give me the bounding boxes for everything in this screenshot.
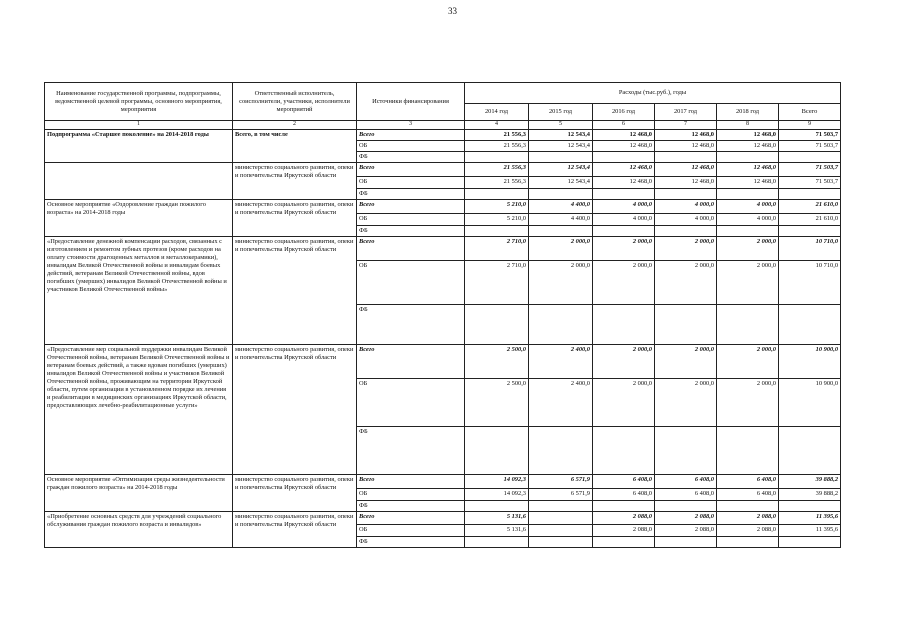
value-cell: 6 571,9 <box>529 488 593 500</box>
source-ob: ОБ <box>357 213 465 225</box>
source-total: Всего <box>357 474 465 488</box>
source-total: Всего <box>357 236 465 260</box>
value-cell: 12 468,0 <box>717 129 779 140</box>
value-cell: 2 000,0 <box>655 344 717 378</box>
value-cell: 2 000,0 <box>593 260 655 304</box>
value-cell: 6 408,0 <box>655 488 717 500</box>
value-cell: 14 092,3 <box>465 474 529 488</box>
value-cell: 2 710,0 <box>465 236 529 260</box>
value-cell: 6 408,0 <box>655 474 717 488</box>
source-total: Всего <box>357 511 465 524</box>
executor-ministry: министерство социального развития, опеки и попечительства Иркутской области <box>233 511 357 547</box>
source-total: Всего <box>357 344 465 378</box>
source-fb: ФБ <box>357 536 465 547</box>
value-cell: 11 395,6 <box>779 511 841 524</box>
value-cell: 6 571,9 <box>529 474 593 488</box>
value-cell: 12 468,0 <box>593 140 655 151</box>
value-cell: 39 888,2 <box>779 488 841 500</box>
value-cell: 4 000,0 <box>717 213 779 225</box>
value-cell: 4 400,0 <box>529 213 593 225</box>
value-cell: 21 556,3 <box>465 176 529 188</box>
header-year: 2017 год <box>655 104 717 121</box>
value-cell: 12 468,0 <box>655 140 717 151</box>
value-cell: 10 710,0 <box>779 236 841 260</box>
value-cell: 71 503,7 <box>779 176 841 188</box>
value-cell: 2 710,0 <box>465 260 529 304</box>
activity-name: «Приобретение основных средств для учреждений социального обслуживания граждан пожилого возраста и инвалидов» <box>45 511 233 547</box>
subprogram-name: Подпрограмма «Старшее поколение» на 2014-2018 годы <box>45 129 233 162</box>
executor-total-label: Всего, в том числе <box>233 129 357 162</box>
column-index: 7 <box>655 121 717 130</box>
value-cell: 2 000,0 <box>593 378 655 426</box>
value-cell: 2 400,0 <box>529 378 593 426</box>
source-fb: ФБ <box>357 188 465 199</box>
value-cell: 2 088,0 <box>655 511 717 524</box>
table-row <box>45 129 841 140</box>
column-index: 9 <box>779 121 841 130</box>
value-cell: 2 000,0 <box>529 236 593 260</box>
value-cell: 2 000,0 <box>655 236 717 260</box>
column-index: 2 <box>233 121 357 130</box>
value-cell: 10 710,0 <box>779 260 841 304</box>
value-cell: 2 088,0 <box>655 524 717 536</box>
value-cell: 2 000,0 <box>717 344 779 378</box>
executor-ministry: министерство социального развития, опеки и попечительства Иркутской области <box>233 236 357 344</box>
value-cell: 12 468,0 <box>593 176 655 188</box>
value-cell: 12 468,0 <box>593 162 655 176</box>
value-cell: 2 000,0 <box>717 260 779 304</box>
activity-name: «Предоставление денежной компенсации расходов, связанных с изготовлением и ремонтом зубных протезов (кроме расходов на оплату стоимости драгоценных металлов и металлокерамики), инвалидам Великой Отечественной войны и инвалидам боевых действий, ветеранам Великой Отечественной войны, вдов погибших (умерших) инвалидов Великой Отечественной войны и участников Великой Отечественной войны» <box>45 236 233 344</box>
value-cell: 71 503,7 <box>779 129 841 140</box>
value-cell: 12 468,0 <box>655 162 717 176</box>
value-cell: 2 500,0 <box>465 378 529 426</box>
value-cell: 6 408,0 <box>717 474 779 488</box>
executor-ministry: министерство социального развития, опеки и попечительства Иркутской области <box>233 199 357 236</box>
table-row <box>45 162 841 176</box>
executor-ministry: министерство социального развития, опеки и попечительства Иркутской области <box>233 344 357 474</box>
column-index: 1 <box>45 121 233 130</box>
table-row <box>45 236 841 260</box>
header-year: 2016 год <box>593 104 655 121</box>
value-cell: 21 556,3 <box>465 162 529 176</box>
value-cell: 21 610,0 <box>779 213 841 225</box>
table-row <box>45 199 841 213</box>
value-cell: 2 400,0 <box>529 344 593 378</box>
source-ob: ОБ <box>357 378 465 426</box>
value-cell: 6 408,0 <box>593 488 655 500</box>
value-cell: 2 088,0 <box>717 511 779 524</box>
table-row <box>45 511 841 524</box>
value-cell: 12 543,4 <box>529 162 593 176</box>
column-index: 5 <box>529 121 593 130</box>
value-cell: 4 000,0 <box>593 213 655 225</box>
source-ob: ОБ <box>357 176 465 188</box>
value-cell: 12 468,0 <box>717 176 779 188</box>
value-cell: 2 000,0 <box>593 236 655 260</box>
value-cell: 12 543,4 <box>529 140 593 151</box>
table-row <box>45 474 841 488</box>
value-cell: 2 000,0 <box>655 260 717 304</box>
value-cell: 2 088,0 <box>593 511 655 524</box>
header-program-name: Наименование государственной программы, подпрограммы, ведомственной целевой программы, основного мероприятия, мероприятия <box>45 83 233 121</box>
value-cell: 5 210,0 <box>465 213 529 225</box>
column-index: 4 <box>465 121 529 130</box>
value-cell: 12 543,4 <box>529 176 593 188</box>
value-cell: 2 088,0 <box>717 524 779 536</box>
activity-name: Основное мероприятие «Оздоровление граждан пожилого возраста» на 2014-2018 годы <box>45 199 233 236</box>
value-cell: 71 503,7 <box>779 162 841 176</box>
header-year: 2014 год <box>465 104 529 121</box>
value-cell: 4 000,0 <box>717 199 779 213</box>
page-number: 33 <box>448 6 457 16</box>
column-index: 6 <box>593 121 655 130</box>
source-ob: ОБ <box>357 260 465 304</box>
activity-name: «Предоставление мер социальной поддержки инвалидам Великой Отечественной войны, ветеранам Великой Отечественной войны и ветеранам боевых действий, а также вдовам погибших (умерших) инвалидов Великой Отечественной войны и участников Великой Отечественной войны, проживающим на территории Иркутской области, путем организации в установленном порядке их лечения и реабилитации в медицинских организациях Иркутской области, предоставляющих лечебно-реабилитационные услуги» <box>45 344 233 474</box>
table-row <box>45 344 841 378</box>
source-total: Всего <box>357 129 465 140</box>
value-cell: 12 468,0 <box>717 140 779 151</box>
executor-ministry: министерство социального развития, опеки и попечительства Иркутской области <box>233 162 357 199</box>
value-cell: 39 888,2 <box>779 474 841 488</box>
value-cell: 6 408,0 <box>717 488 779 500</box>
value-cell: 12 468,0 <box>717 162 779 176</box>
value-cell: 4 400,0 <box>529 199 593 213</box>
value-cell: 2 000,0 <box>717 236 779 260</box>
value-cell: 4 000,0 <box>593 199 655 213</box>
value-cell: 71 503,7 <box>779 140 841 151</box>
source-ob: ОБ <box>357 524 465 536</box>
value-cell: 10 900,0 <box>779 344 841 378</box>
activity-name: Основное мероприятие «Оптимизация среды жизнедеятельности граждан пожилого возраста» на 2014-2018 годы <box>45 474 233 511</box>
value-cell: 2 000,0 <box>717 378 779 426</box>
value-cell: 2 000,0 <box>655 378 717 426</box>
source-fb: ФБ <box>357 304 465 344</box>
value-cell: 6 408,0 <box>593 474 655 488</box>
header-executor: Ответственный исполнитель, соисполнители, участники, исполнители мероприятий <box>233 83 357 121</box>
value-cell: 12 468,0 <box>593 129 655 140</box>
value-cell: 21 610,0 <box>779 199 841 213</box>
value-cell <box>529 524 593 536</box>
header-total: Всего <box>779 104 841 121</box>
value-cell: 14 092,3 <box>465 488 529 500</box>
value-cell: 12 468,0 <box>655 176 717 188</box>
source-fb: ФБ <box>357 151 465 162</box>
source-fb: ФБ <box>357 225 465 236</box>
header-year: 2018 год <box>717 104 779 121</box>
source-total: Всего <box>357 199 465 213</box>
header-expenses: Расходы (тыс.руб.), годы <box>465 83 841 104</box>
value-cell: 10 900,0 <box>779 378 841 426</box>
value-cell: 5 210,0 <box>465 199 529 213</box>
value-cell: 2 000,0 <box>529 260 593 304</box>
header-funding-source: Источники финансирования <box>357 83 465 121</box>
value-cell: 21 556,3 <box>465 140 529 151</box>
column-index: 8 <box>717 121 779 130</box>
source-total: Всего <box>357 162 465 176</box>
source-fb: ФБ <box>357 426 465 474</box>
value-cell: 4 000,0 <box>655 199 717 213</box>
value-cell: 21 556,3 <box>465 129 529 140</box>
column-index: 3 <box>357 121 465 130</box>
value-cell: 11 395,6 <box>779 524 841 536</box>
value-cell: 2 000,0 <box>593 344 655 378</box>
header-year: 2015 год <box>529 104 593 121</box>
value-cell: 2 088,0 <box>593 524 655 536</box>
value-cell: 12 468,0 <box>655 129 717 140</box>
value-cell: 5 131,6 <box>465 511 529 524</box>
value-cell: 5 131,6 <box>465 524 529 536</box>
budget-table <box>44 82 841 548</box>
source-ob: ОБ <box>357 488 465 500</box>
value-cell <box>529 511 593 524</box>
value-cell: 2 500,0 <box>465 344 529 378</box>
value-cell: 4 000,0 <box>655 213 717 225</box>
executor-ministry: министерство социального развития, опеки и попечительства Иркутской области <box>233 474 357 511</box>
source-ob: ОБ <box>357 140 465 151</box>
value-cell: 12 543,4 <box>529 129 593 140</box>
source-fb: ФБ <box>357 500 465 511</box>
